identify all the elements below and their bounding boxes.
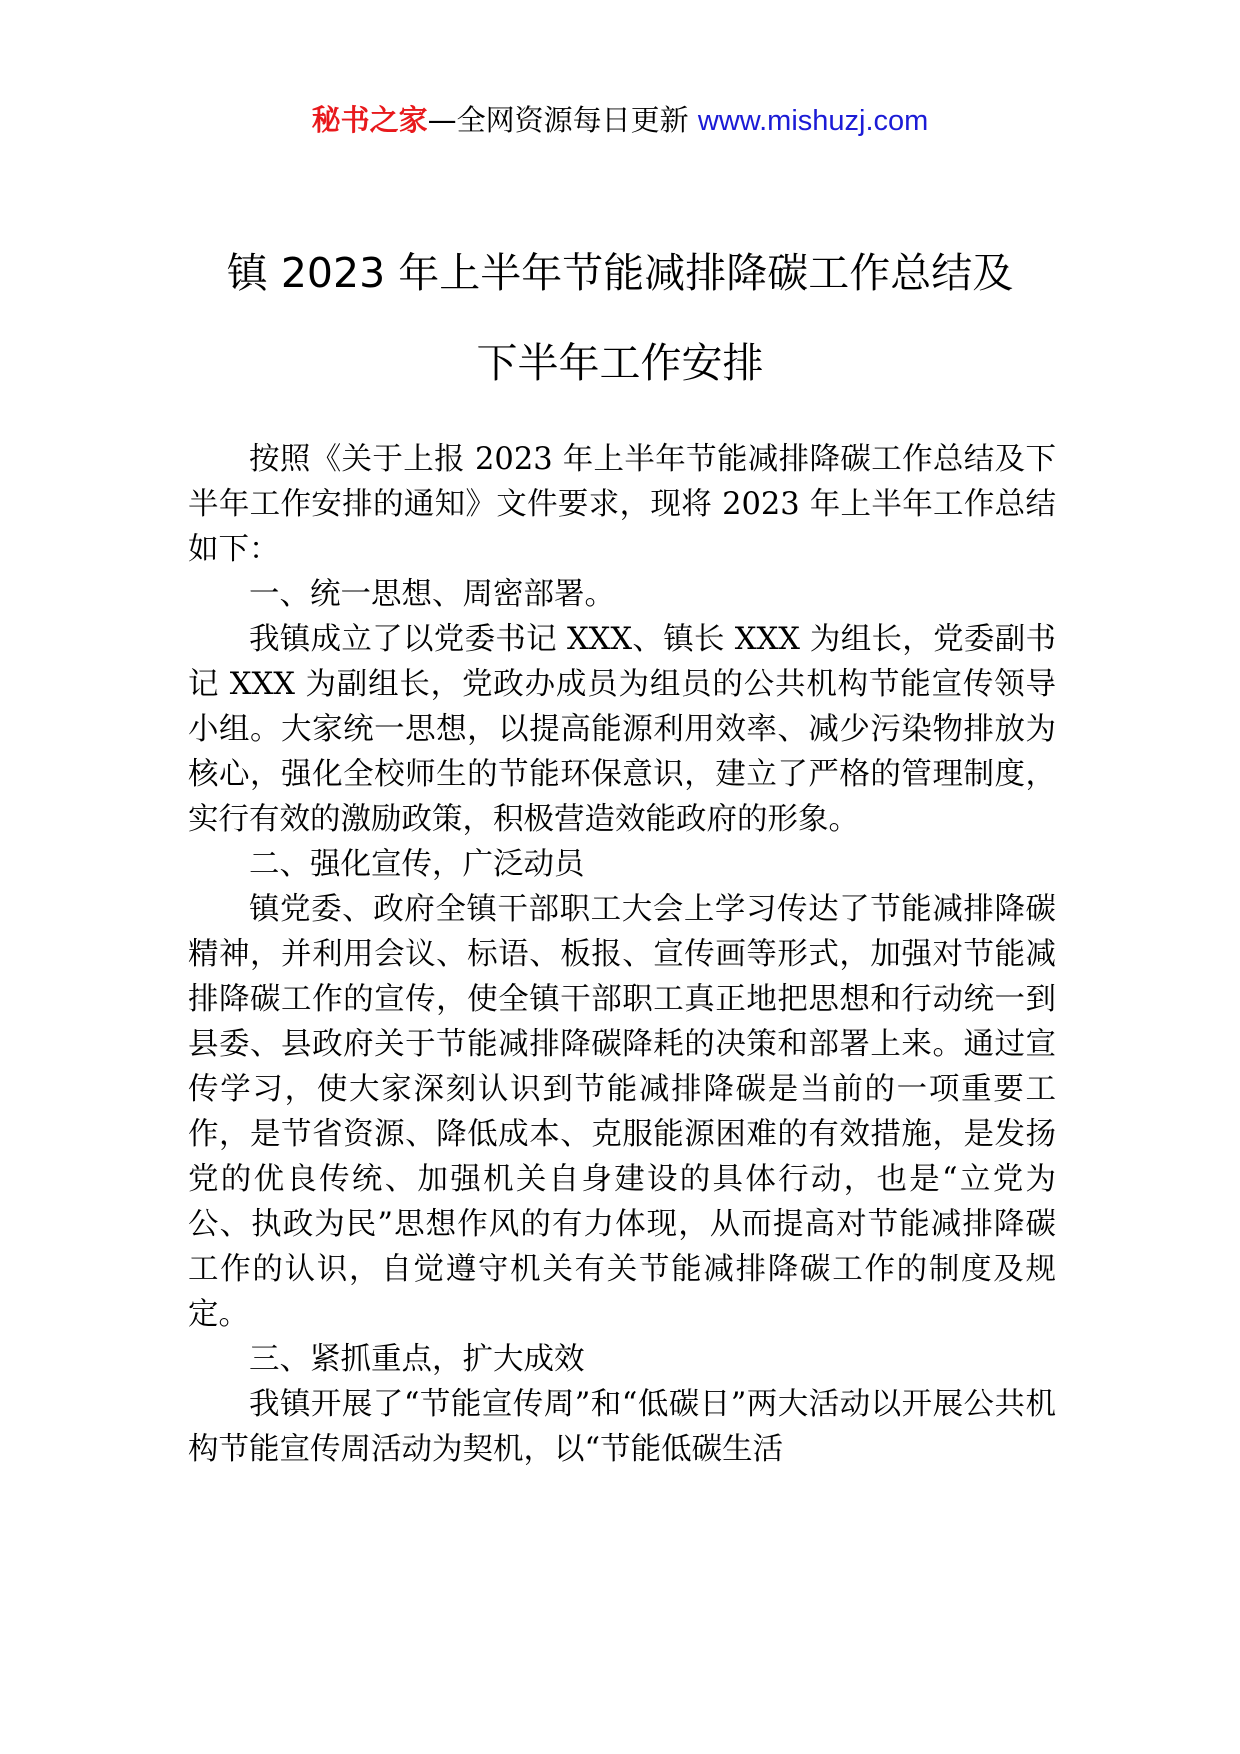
header-tagline: —全网资源每日更新 [427,103,698,137]
section-heading-3: 三、紧抓重点，扩大成效 [249,1342,585,1377]
title-line-1: 镇 2023 年上半年节能减排降碳工作总结及 [226,249,1014,297]
title-line-2: 下半年工作安排 [476,339,764,387]
document-body [188,437,1056,1472]
section-paragraph-3: 我镇开展了“节能宣传周”和“低碳日”两大活动以开展公共机构节能宣传周活动为契机，以“节能低碳生活 [188,1387,1056,1467]
intro-paragraph: 按照《关于上报 2023 年上半年节能减排降碳工作总结及下半年工作安排的通知》文件要求，现将 2023 年上半年工作总结如下： [188,442,1056,567]
section-paragraph-1: 我镇成立了以党委书记 XXX、镇长 XXX 为组长，党委副书记 XXX 为副组长，党政办成员为组员的公共机构节能宣传领导小组。大家统一思想，以提高能源利用效率、减少污染物排放为核心，强化全校师生的节能环保意识，建立了严格的管理制度，实行有效的激励政策，积极营造效能政府的形象。 [188,622,1056,837]
page-header [0,100,1240,141]
brand-name: 秘书之家 [311,103,428,137]
document-title [150,228,1090,408]
section-heading-1: 一、统一思想、周密部署。 [249,577,615,612]
section-paragraph-2: 镇党委、政府全镇干部职工大会上学习传达了节能减排降碳精神，并利用会议、标语、板报、宣传画等形式，加强对节能减排降碳工作的宣传，使全镇干部职工真正地把思想和行动统一到县委、县政府关于节能减排降碳降耗的决策和部署上来。通过宣传学习，使大家深刻认识到节能减排降碳是当前的一项重要工作，是节省资源、降低成本、克服能源困难的有效措施，是发扬党的优良传统、加强机关自身建设的具体行动，也是“立党为公、执政为民”思想作风的有力体现，从而提高对节能减排降碳工作的认识，自觉遵守机关有关节能减排降碳工作的制度及规定。 [188,892,1056,1332]
website-link[interactable]: www.mishuzj.com [697,105,929,137]
section-heading-2: 二、强化宣传，广泛动员 [249,847,585,882]
